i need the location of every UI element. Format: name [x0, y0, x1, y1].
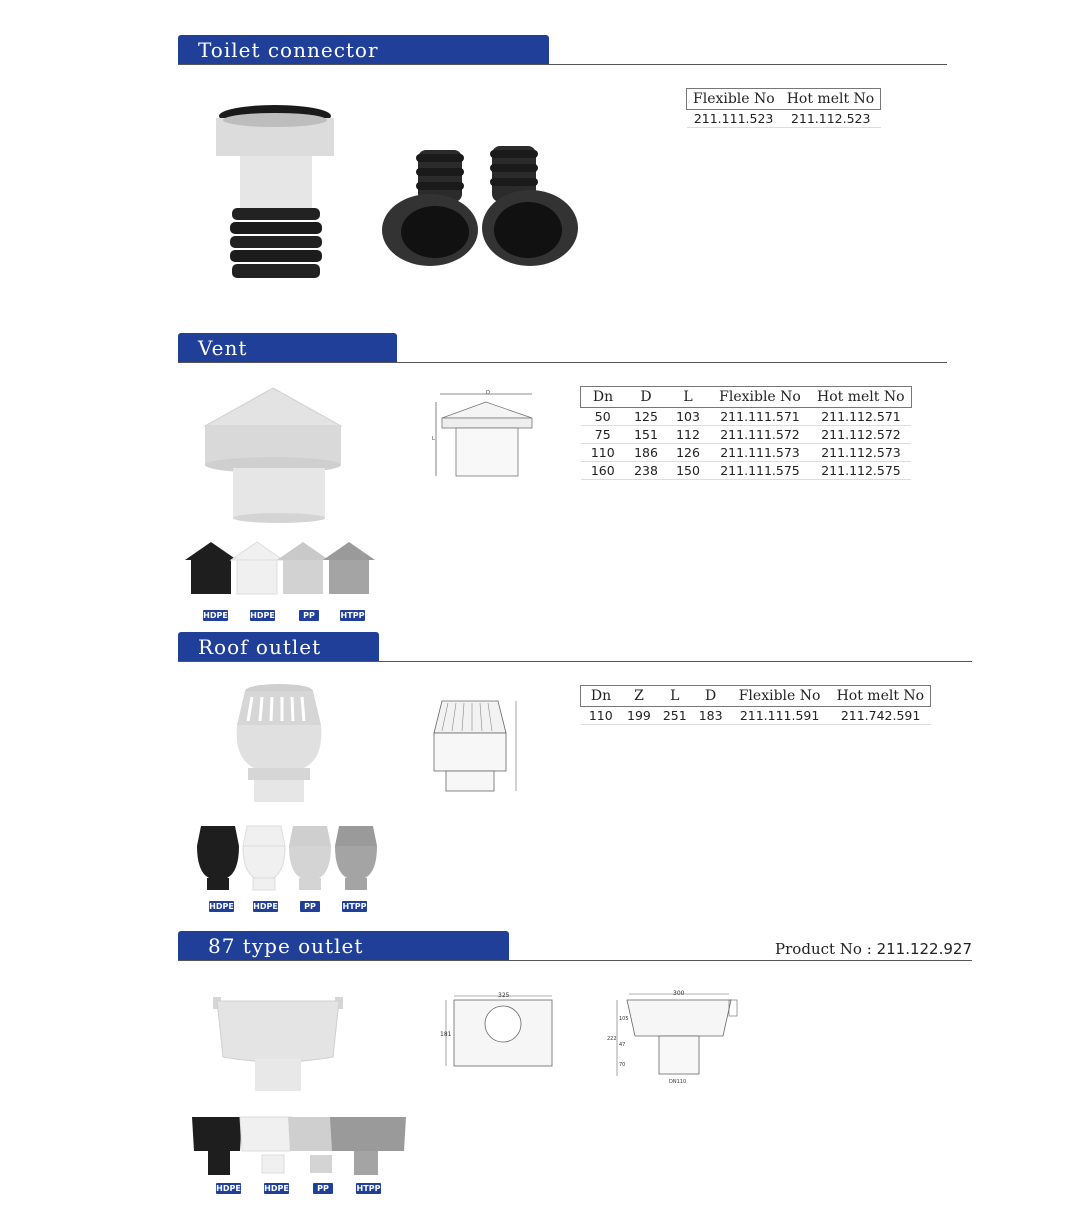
vent-variants-photo	[183, 540, 388, 600]
material-badge: HDPE	[264, 1184, 289, 1193]
section-divider	[178, 362, 947, 363]
table-cell: 238	[625, 462, 667, 480]
table-cell: 211.111.575	[709, 462, 811, 480]
table-cell: 211.111.572	[709, 426, 811, 444]
section-title: 87 type outlet	[178, 931, 509, 961]
material-badge: HDPE	[253, 902, 278, 911]
table-cell: 211.112.572	[811, 426, 911, 444]
col-header: Flexible No	[687, 89, 781, 110]
dim-label-l: L	[432, 436, 435, 442]
material-badge: HDPE	[209, 902, 234, 911]
col-header: Hot melt No	[781, 89, 881, 110]
material-badge: HTPP	[356, 1184, 381, 1193]
col-header: L	[667, 387, 709, 408]
dim-label: 105	[619, 1016, 629, 1022]
col-header: D	[693, 686, 729, 707]
table-cell: 50	[581, 408, 626, 426]
section-title: Toilet connector	[178, 35, 549, 65]
section-title: Vent	[178, 333, 397, 363]
vent-photo	[203, 388, 343, 523]
table-cell: 211.111.591	[729, 707, 831, 725]
section-title: Roof outlet	[178, 632, 379, 662]
dim-label: 47	[619, 1042, 626, 1048]
product-number-value: 211.122.927	[876, 940, 972, 958]
table-cell: 110	[581, 444, 626, 462]
table-cell: 211.111.573	[709, 444, 811, 462]
material-badge: HDPE	[203, 611, 228, 620]
section-divider	[178, 960, 972, 961]
table-cell: 125	[625, 408, 667, 426]
table-cell: 199	[621, 707, 657, 725]
col-header: Flexible No	[729, 686, 831, 707]
table-cell: 211.112.575	[811, 462, 911, 480]
dim-label: 181	[440, 1031, 452, 1038]
col-header: Dn	[581, 686, 622, 707]
table-row	[581, 462, 912, 480]
table-row	[581, 426, 912, 444]
vent-technical-drawing	[432, 388, 542, 480]
table-cell: 112	[667, 426, 709, 444]
table-cell: 211.112.571	[811, 408, 911, 426]
table-cell: 103	[667, 408, 709, 426]
table-row	[581, 408, 912, 426]
product-number-label: Product No :	[775, 940, 872, 958]
table-cell: 211.112.523	[781, 110, 881, 128]
col-header: L	[657, 686, 693, 707]
87-outlet-photo	[213, 995, 343, 1093]
table-cell: 151	[625, 426, 667, 444]
col-header: Dn	[581, 387, 626, 408]
dim-label-d: D	[486, 390, 490, 396]
col-header: Hot melt No	[831, 686, 931, 707]
dim-label: 300	[673, 990, 685, 997]
col-header: Hot melt No	[811, 387, 911, 408]
product-number	[775, 940, 972, 958]
dim-label: DN110	[669, 1079, 687, 1085]
roof-spec-table	[580, 685, 931, 725]
table-cell: 211.112.573	[811, 444, 911, 462]
87-outlet-variants-photo	[190, 1115, 410, 1180]
table-cell: 110	[581, 707, 622, 725]
table-cell: 251	[657, 707, 693, 725]
material-badge: PP	[299, 610, 319, 621]
dim-label: 325	[498, 992, 510, 999]
material-badge: HTPP	[340, 611, 365, 620]
table-cell: 211.111.523	[687, 110, 781, 128]
table-cell: 75	[581, 426, 626, 444]
dim-label: 222	[607, 1036, 617, 1042]
toilet-connector-photo	[210, 100, 340, 285]
roof-outlet-technical-drawing	[432, 695, 522, 799]
87-outlet-top-drawing	[440, 992, 562, 1074]
table-cell: 183	[693, 707, 729, 725]
table-row	[581, 707, 931, 725]
material-badge: HDPE	[216, 1184, 241, 1193]
table-cell: 211.742.591	[831, 707, 931, 725]
section-divider	[178, 64, 947, 65]
material-badge: HDPE	[250, 611, 275, 620]
table-cell: 186	[625, 444, 667, 462]
black-connectors-photo	[380, 140, 580, 270]
col-header: Flexible No	[709, 387, 811, 408]
roof-outlet-photo	[234, 683, 324, 808]
roof-variants-photo	[195, 822, 380, 894]
table-cell: 126	[667, 444, 709, 462]
table-cell: 211.111.571	[709, 408, 811, 426]
table-cell: 150	[667, 462, 709, 480]
dim-label: 70	[619, 1062, 626, 1068]
col-header: Z	[621, 686, 657, 707]
87-outlet-side-drawing	[605, 990, 755, 1086]
material-badge: PP	[313, 1183, 333, 1194]
col-header: D	[625, 387, 667, 408]
toilet-spec-table	[686, 88, 881, 128]
section-divider	[178, 661, 972, 662]
table-cell: 160	[581, 462, 626, 480]
table-row	[581, 444, 912, 462]
material-badge: PP	[300, 901, 320, 912]
table-row	[687, 110, 881, 128]
material-badge: HTPP	[342, 902, 367, 911]
vent-spec-table	[580, 386, 912, 480]
